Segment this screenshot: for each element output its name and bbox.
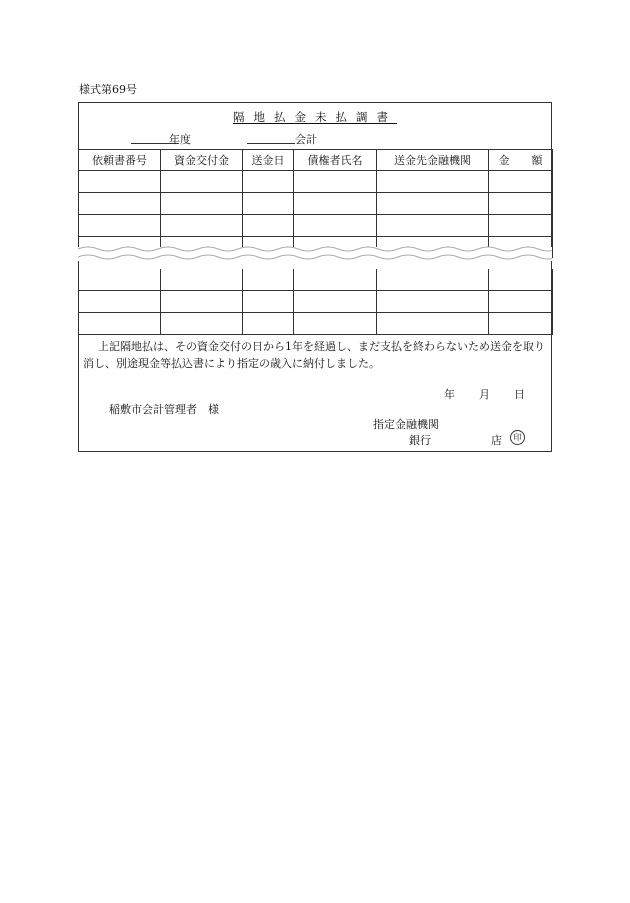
table-header-row [79,150,553,171]
bank-label: 銀行 [409,434,431,447]
institution-label: 指定金融機関 [373,418,439,431]
col-amount: 金 額 [489,150,553,171]
table-row [79,215,553,237]
table-upper [78,149,553,258]
table-break-wave [78,243,552,267]
date-year: 年 [444,388,455,401]
document-frame [78,102,552,452]
table-row [79,313,553,335]
seal-icon: 印 [510,430,525,445]
table-row [79,269,553,291]
table-lower [78,269,553,335]
date-day: 日 [514,388,525,401]
branch-label: 店 [491,434,502,447]
table-row [79,193,553,215]
form-number: 様式第69号 [79,83,137,96]
date-month: 月 [479,388,490,401]
document-title: 隔地払金未払調書 [233,110,397,124]
note-text: 上記隔地払は、その資金交付の日から1年を経過し、まだ支払を終わらないため送金を取り消し、別途現金等払込書により指定の歳入に納付しました。 [83,340,545,370]
col-funding: 資金交付金 [161,150,243,171]
col-remit-date: 送金日 [243,150,294,171]
account-blank [247,143,295,144]
col-request-no: 依頼書番号 [79,150,161,171]
col-bank: 送金先金融機関 [377,150,489,171]
fiscal-year-label: 年度 [169,133,191,146]
table-row [79,171,553,193]
table-row [79,291,553,313]
addressee: 稲敷市会計管理者 様 [109,403,219,416]
col-creditor: 債権者氏名 [294,150,377,171]
account-label: 会計 [295,133,317,146]
